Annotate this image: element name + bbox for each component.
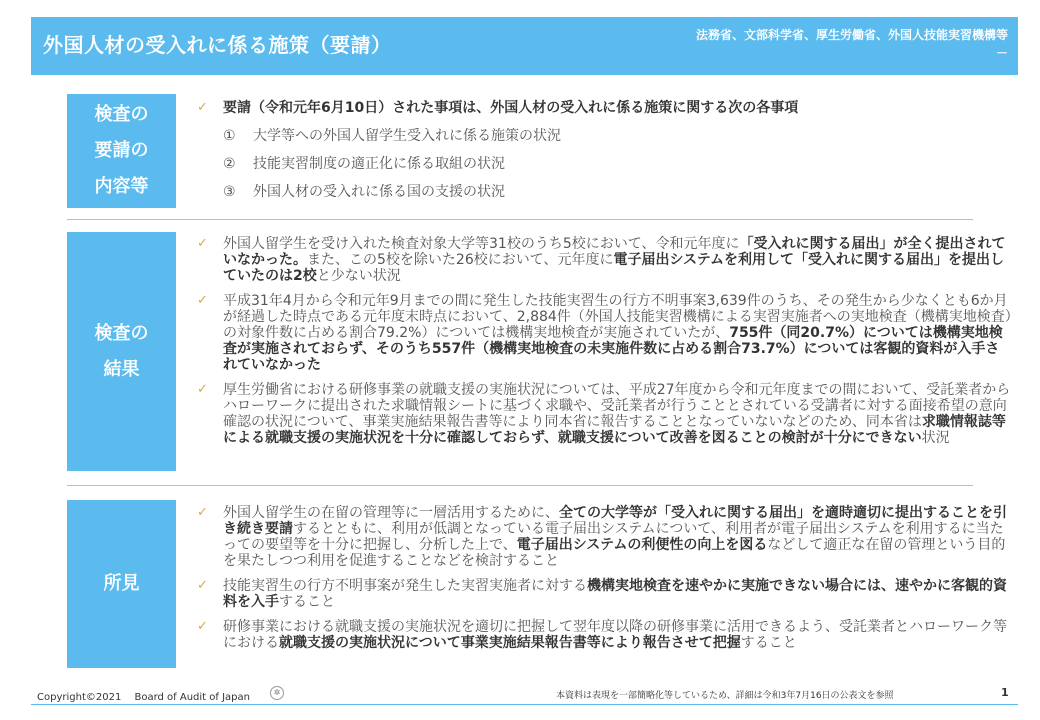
section-divider (67, 219, 973, 220)
body-text: すること (279, 594, 335, 610)
body-text: また、この5校を除いた26校において、元年度に (307, 252, 614, 268)
seal-icon: ✲ (270, 686, 284, 700)
section-label-findings (67, 500, 176, 668)
sub-item-text: 技能実習制度の適正化に係る取組の状況 (253, 156, 505, 172)
sub-item-text: 外国人材の受入れに係る国の支援の状況 (253, 184, 505, 200)
check-icon: ✓ (197, 293, 208, 308)
organizations (696, 26, 1008, 62)
body-text: と少ない状況 (316, 268, 401, 284)
section-request-content (197, 100, 1012, 200)
sub-item (197, 156, 1012, 172)
section-divider (67, 485, 973, 486)
check-icon: ✓ (197, 619, 208, 634)
body-text: 研修事業における就職支援の実施状況を適切に把握して翌年度以降の研修事業に活用できるよう、受託業者とハローワーク等における (223, 619, 1007, 651)
page-title: 外国人材の受入れに係る施策（要請） (43, 33, 392, 57)
list-item (197, 236, 1012, 284)
label-line: 検査の (94, 104, 149, 125)
label-line: 要請の (94, 140, 149, 161)
request-lead: 要請（令和元年6月10日）された事項は、外国人材の受入れに係る施策に関する次の各事項 (223, 100, 799, 116)
circled-number: ② (223, 156, 236, 172)
body-text: などして適正な在留の管理という目的を果たしつつ利用を促進することなどを検討すること (223, 537, 1006, 569)
footer-divider (31, 704, 1018, 705)
emphasis-text: 求職情報誌等による就職支援の実施状況を十分に確認しておらず、就職支援について改善を図ることの検討が十分にできない (223, 414, 1006, 446)
organizations-line2: － (995, 46, 1008, 60)
emphasis-text: 就職支援の実施状況について事業実施結果報告書等により報告させて把握 (279, 635, 741, 651)
section-findings-content (197, 505, 1012, 660)
sub-item (197, 128, 1012, 144)
section-label-results (67, 232, 176, 471)
organizations-line1: 法務省、文部科学省、厚生労働省、外国人技能実習機構等 (695, 28, 1008, 42)
circled-number: ① (223, 128, 236, 144)
page-number: 1 (1001, 686, 1009, 699)
label-line: 内容等 (94, 176, 149, 197)
section-label-request (67, 94, 176, 208)
sub-item (197, 184, 1012, 200)
body-text: 外国人留学生の在留の管理等に一層活用するために、 (223, 505, 559, 521)
footer-note: 本資料は表現を一部簡略化等しているため、詳細は令和3年7月16日の公表文を参照 (556, 691, 894, 701)
check-icon: ✓ (197, 578, 208, 593)
check-icon: ✓ (197, 100, 208, 115)
list-item (197, 100, 1012, 116)
list-item (197, 619, 1012, 651)
label-line: 結果 (103, 358, 140, 380)
emphasis-text: 機構実地検査を速やかに実施できない場合には、速やかに客観的資料を入手 (223, 578, 1007, 610)
body-text: 平成31年4月から令和元年9月までの間に発生した技能実習生の行方不明事案3,639件のうち、その発生から少なくとも6か月が経過した時点である元年度末時点において、2,884件（外国人技能実習機構による実習実施者への実地検査（機構実地検査）の対象件数に占める割合79.2%）については機構実地検査が実施されていたが、 (223, 293, 1012, 341)
body-text: 厚生労働省における研修事業の就職支援の実施状況については、平成27年度から令和元年度までの間において、受託業者からハローワークに提出された求職情報シートに基づく求職や、受託業者が行うこととされている受講者に対する面接希望の意向確認の状況について、事業実施結果報告書等により同本省に報告することとなっていないなどのため、同本省は (223, 382, 1011, 430)
emphasis-text: 755件（同20.7%）については機構実地検査が実施されておらず、そのうち557件（機構実地検査の未実施件数に占める割合73.7%）については客観的資料が入手されていなかった (223, 325, 1003, 373)
check-icon: ✓ (197, 382, 208, 397)
list-item (197, 293, 1012, 373)
check-icon: ✓ (197, 505, 208, 520)
body-text: 外国人留学生を受け入れた検査対象大学等31校のうち5校において、令和元年度に (223, 236, 740, 252)
body-text: 状況 (921, 430, 950, 446)
body-text: すること (740, 635, 797, 651)
list-item (197, 578, 1012, 610)
emphasis-text: 電子届出システムの利便性の向上を図る (516, 537, 768, 553)
label-line: 検査の (94, 322, 149, 344)
body-text: するとともに、利用が低調となっている電子届出システムについて、利用者が電子届出システムを利用するに当たっての要望等を十分に把握し、分析した上で、 (223, 521, 1004, 553)
body-text: 技能実習生の行方不明事案が発生した実習実施者に対する (223, 578, 587, 594)
emphasis-text: 全ての大学等が「受入れに関する届出」を適時適切に提出することを引き続き要請 (223, 505, 1007, 537)
check-icon: ✓ (197, 236, 208, 251)
emphasis-text: 「受入れに関する届出」が全く提出されていなかった。 (223, 236, 1006, 268)
emphasis-text: 電子届出システムを利用して「受入れに関する届出」を提出していたのは2校 (223, 252, 1005, 284)
label-line: 所見 (103, 573, 140, 594)
sub-item-text: 大学等への外国人留学生受入れに係る施策の状況 (253, 128, 561, 144)
copyright: Copyright©2021 Board of Audit of Japan (37, 692, 250, 703)
circled-number: ③ (223, 184, 236, 200)
header-bar (31, 17, 1018, 75)
list-item (197, 382, 1012, 446)
section-results-content (197, 236, 1012, 455)
list-item (197, 505, 1012, 569)
